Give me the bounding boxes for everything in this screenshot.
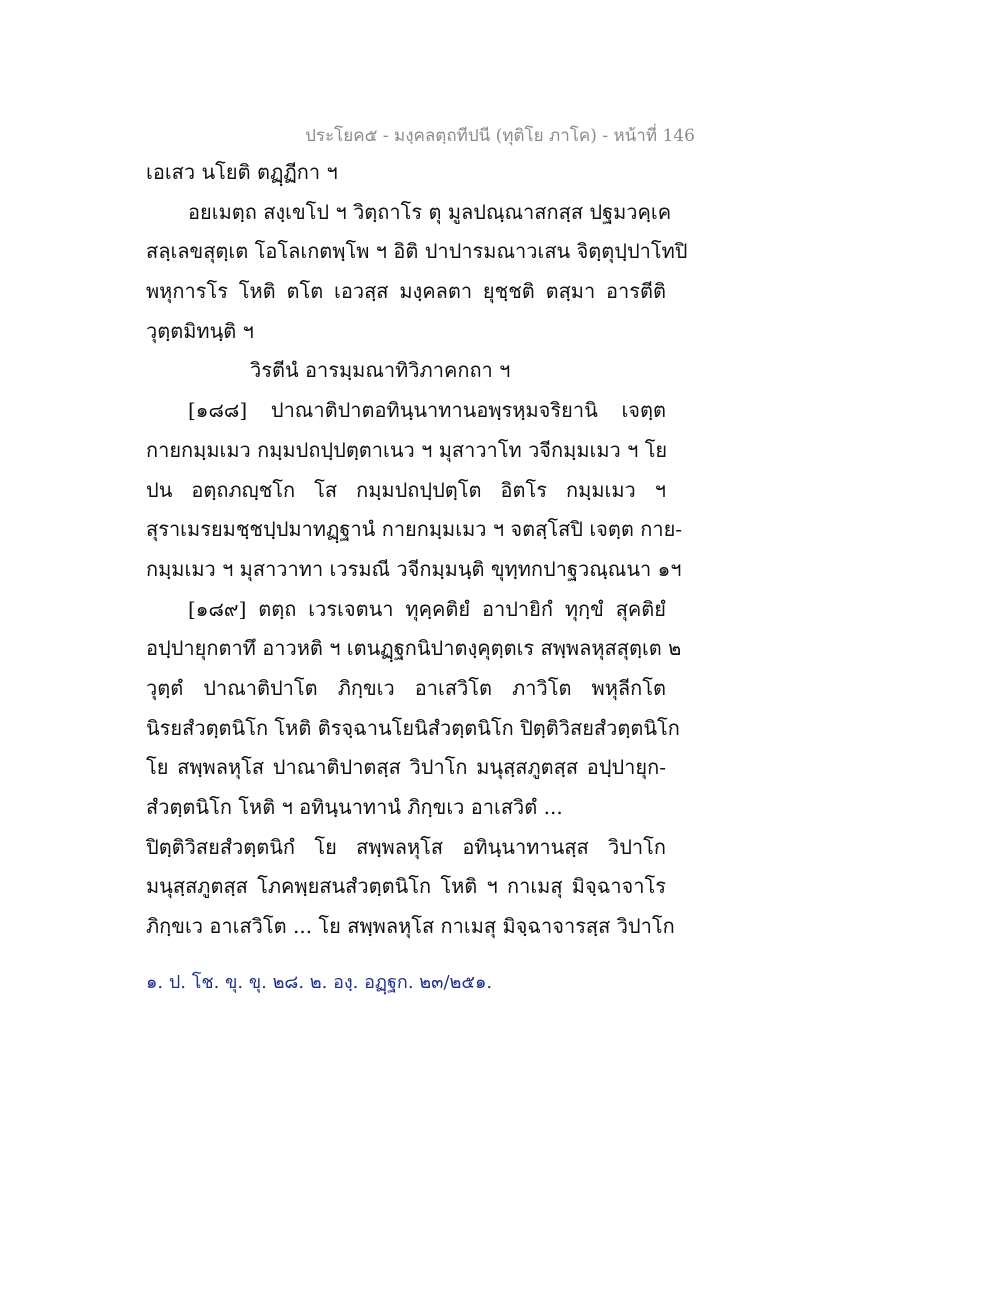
text-line: ปน อตฺถภญฺชโก โส กมฺมปถปฺปตฺโต อิตโร กมฺมเมว ฯ xyxy=(146,477,666,502)
text-line: สลฺเลขสุตฺเต โอโลเกตพฺโพ ฯ อิติ ปาปารมณาวเสน จิตฺตุปฺปาโทปิ xyxy=(146,239,688,264)
text-line: ภิกฺขเว อาเสวิโต ... โย สพฺพลหุโส กาเมสุ มิจฺฉาจารสฺส วิปาโก xyxy=(146,914,675,939)
text-line: พหุการโร โหติ ตโต เอวสฺส มงฺคลตา ยุชฺชติ ตสฺมา อารตีติ xyxy=(146,279,666,304)
text-line: [๑๘๙] ตตฺถ เวรเจตนา ทุคฺคติยํ อาปายิกํ ทุกฺขํ สุคติยํ xyxy=(188,596,666,621)
text-line: กมฺมเมว ฯ มุสาวาทา เวรมณี วจีกมฺมนฺติ ขุทฺทกปาฐวณฺณนา ๑ฯ xyxy=(146,556,682,581)
text-line: ปิตฺติวิสยสํวตฺตนิกํ โย สพฺพลหุโส อทินฺนาทานสฺส วิปาโก xyxy=(146,834,666,859)
text-line: วุตฺตมิทนฺติ ฯ xyxy=(146,318,254,343)
body-text xyxy=(146,157,688,951)
text-line: วุตฺตํ ปาณาติปาโต ภิกฺขเว อาเสวิโต ภาวิโต พหุลีกโต xyxy=(146,675,666,700)
text-line: เอเสว นโยติ ตฏฺฏีกา ฯ xyxy=(146,160,338,184)
text-line: สํวตฺตนิโก โหติ ฯ อทินฺนาทานํ ภิกฺขเว อาเสวิตํ ... xyxy=(146,795,563,819)
text-line: โย สพฺพลหุโส ปาณาติปาตสฺส วิปาโก มนุสฺสภูตสฺส อปฺปายุก- xyxy=(146,755,666,780)
text-line: [๑๘๘] ปาณาติปาตอทินฺนาทานอพฺรหฺมจริยานิ เจตฺต xyxy=(188,398,666,423)
footnote: ๑. ป. โช. ขุ. ขุ. ๒๘. ๒. องฺ. อฏฺฐก. ๒๓/๒๕๑. xyxy=(146,972,493,993)
text-line: กายกมฺมเมว กมฺมปถปฺปตฺตาเนว ฯ มุสาวาโท วจีกมฺมเมว ฯ โย xyxy=(146,437,668,462)
text-line: อปฺปายุกตาทึ อาวหติ ฯ เตนฏฺฐกนิปาตงฺคุตฺตเร สพฺพลหุสสุตฺเต ๒ xyxy=(146,636,682,661)
page-header: ประโยค๕ - มงฺคลตฺถทีปนี (ทุติโย ภาโค) - หน้าที่ 146 xyxy=(305,126,695,146)
text-line: อยเมตฺถ สงฺเขโป ฯ วิตฺถาโร ตุ มูลปณฺณาสกสฺส ปฐมวคฺเค xyxy=(188,199,672,224)
text-line: สุราเมรยมชฺชปฺปมาทฏฺฐานํ กายกมฺมเมว ฯ จตสฺโสปิ เจตฺต กาย- xyxy=(146,517,683,542)
text-line: มนุสฺสภูตสฺส โภคพฺยสนสํวตฺตนิโก โหติ ฯ กาเมสุ มิจฺฉาจาโร xyxy=(146,874,666,899)
text-line: นิรยสํวตฺตนิโก โหติ ติรจฺฉานโยนิสํวตฺตนิโก ปิตฺติวิสยสํวตฺตนิโก xyxy=(146,715,680,740)
section-heading: วิรตีนํ อารมฺมณาทิวิภาคกถา ฯ xyxy=(250,358,511,383)
